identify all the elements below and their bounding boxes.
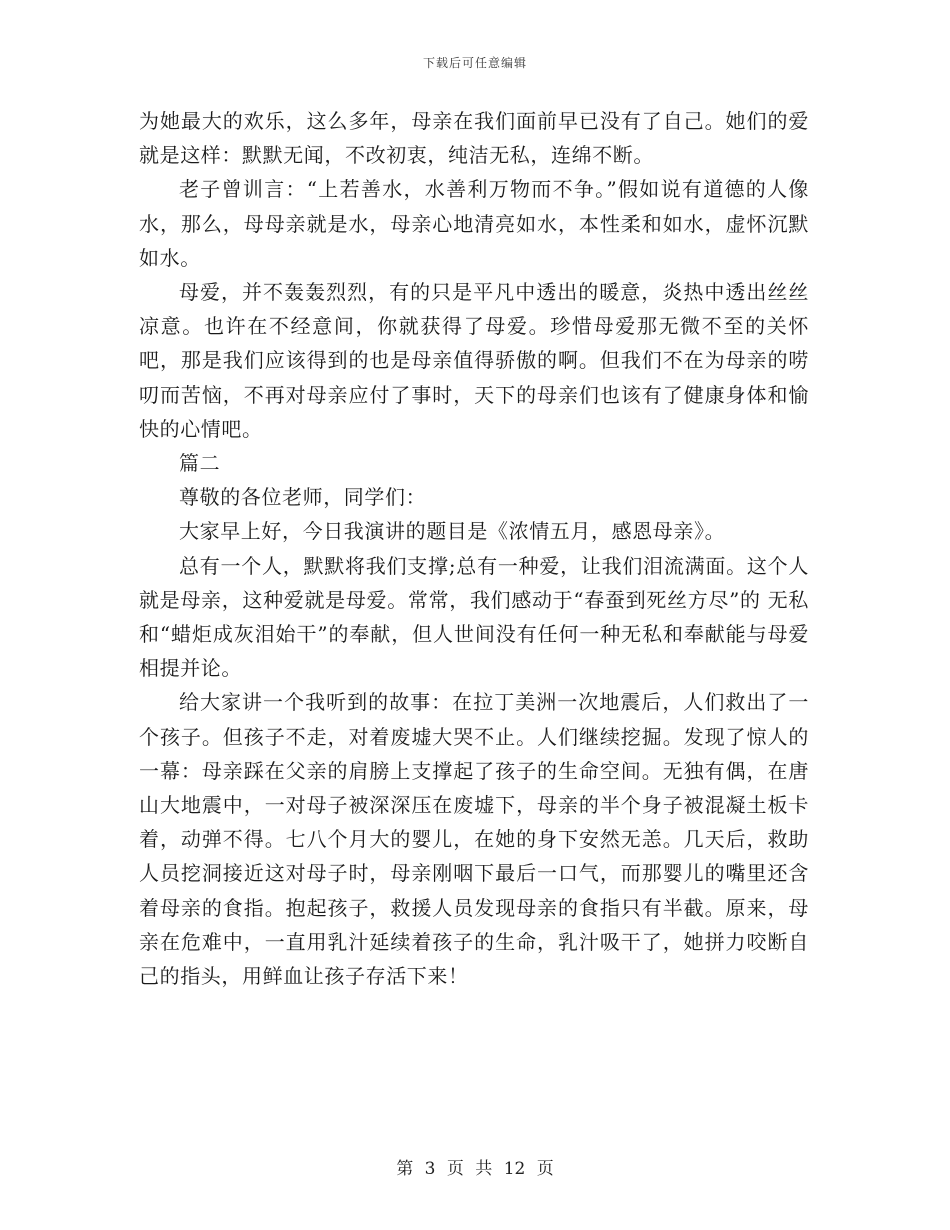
paragraph: 为她最大的欢乐，这么多年，母亲在我们面前早已没有了自己。她们的爱就是这样：默默无闻，不改初衷，纯洁无私，连绵不断。 (139, 109, 809, 168)
document-body (139, 104, 809, 993)
page-number: 第 3 页 共 12 页 (396, 1159, 554, 1179)
paragraph: 母爱，并不轰轰烈烈，有的只是平凡中透出的暖意，炎热中透出丝丝凉意。也许在不经意间，你就获得了母爱。珍惜母爱那无微不至的关怀吧，那是我们应该得到的也是母亲值得骄傲的啊。但我们不在为母亲的唠叨而苦恼，不再对母亲应付了事时，天下的母亲们也该有了健康身体和愉快的心情吧。 (139, 280, 809, 441)
paragraph: 老子曾训言：“上若善水，水善利万物而不争。”假如说有道德的人像水，那么，母母亲就是水，母亲心地清亮如水，本性柔和如水，虚怀沉默如水。 (139, 177, 809, 270)
salutation: 尊敬的各位老师，同学们： (179, 485, 427, 510)
section-heading: 篇二 (179, 451, 221, 476)
paragraph: 总有一个人，默默将我们支撑;总有一种爱，让我们泪流满面。这个人就是母亲，这种爱就是母爱。常常，我们感动于“春蚕到死丝方尽”的 无私和“蜡炬成灰泪始干”的奉献，但人世间没有任何一种无私和奉献能与母爱相提并论。 (139, 553, 809, 681)
paragraph: 给大家讲一个我听到的故事：在拉丁美洲一次地震后，人们救出了一个孩子。但孩子不走，对着废墟大哭不止。人们继续挖掘。发现了惊人的一幕：母亲踩在父亲的肩膀上支撑起了孩子的生命空间。无独有偶，在唐山大地震中，一对母子被深深压在废墟下，母亲的半个身子被混凝土板卡着，动弹不得。七八个月大的婴儿，在她的身下安然无恙。几天后，救助人员挖洞接近这对母子时，母亲刚咽下最后一口气，而那婴儿的嘴里还含着母亲的食指。抱起孩子，救援人员发现母亲的食指只有半截。原来，母亲在危难中，一直用乳汁延续着孩子的生命，乳汁吸干了，她拼力咬断自己的指头，用鲜血让孩子存活下来！ (139, 690, 809, 989)
page-header: 下载后可任意编辑 (422, 56, 527, 70)
paragraph: 大家早上好，今日我演讲的题目是《浓情五月，感恩母亲》。 (179, 519, 726, 544)
